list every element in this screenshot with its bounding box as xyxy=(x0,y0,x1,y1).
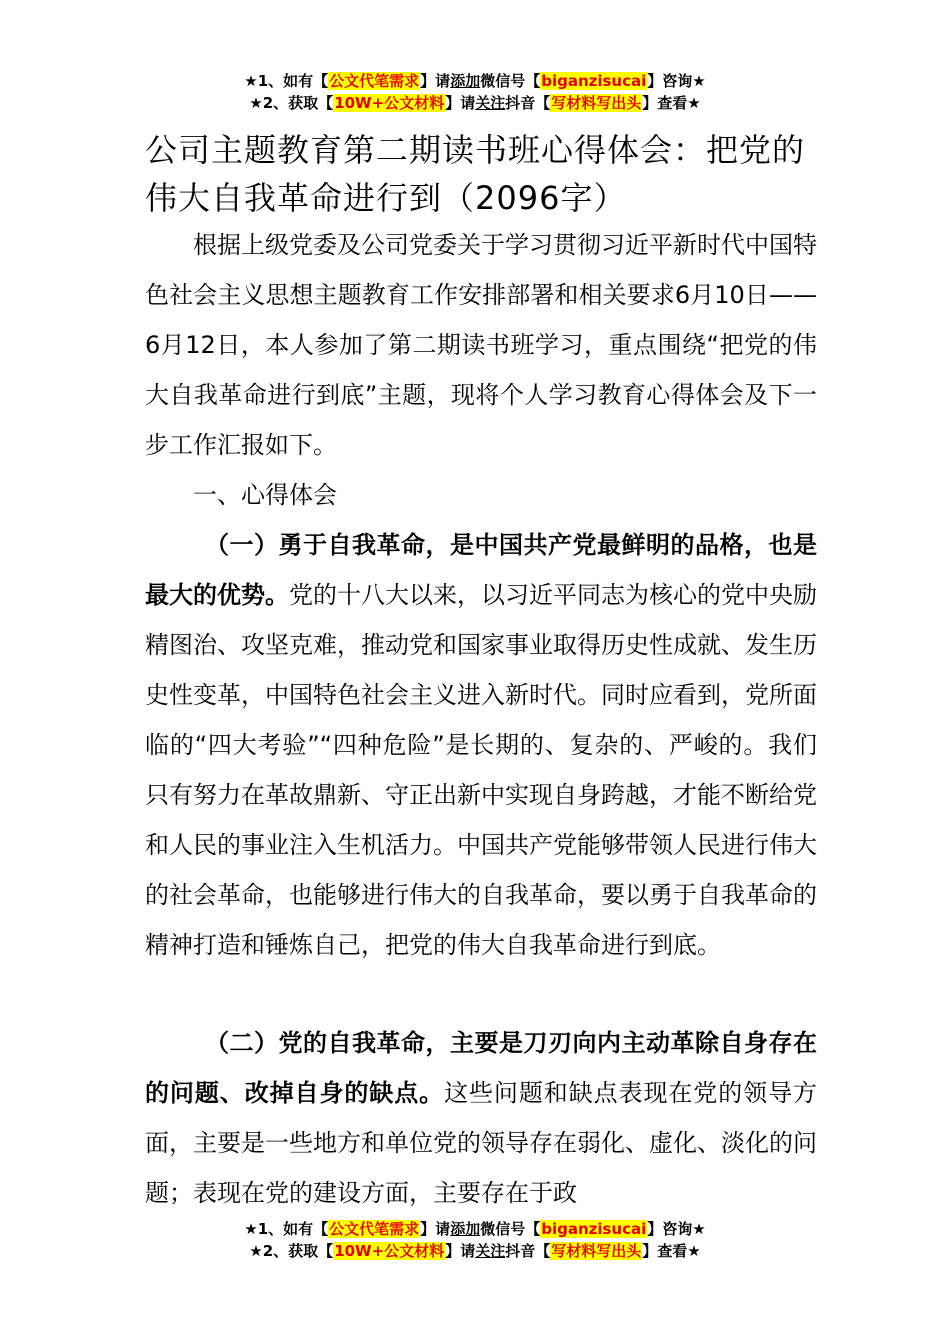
promo-text: 】查看★ xyxy=(642,1242,701,1260)
promo-highlight: 写材料写出头 xyxy=(551,94,642,112)
item-1-body: 党的十八大以来，以习近平同志为核心的党中央励精图治、攻坚克难，推动党和国家事业取得历史性成就、发生历史性变革，中国特色社会主义进入新时代。同时应看到，党所面临的“四大考验”“四种危险”是长期的、复杂的、严峻的。我们只有努力在革故鼎新、守正出新中实现自身跨越，才能不断给党和人民的事业注入生机活力。中国共产党能够带领人民进行伟大的社会革命，也能够进行伟大的自我革命，要以勇于自我革命的精神打造和锤炼自己，把党的伟大自我革命进行到底。 xyxy=(145,581,817,959)
promo-banner-top xyxy=(0,70,950,114)
section-heading: 一、心得体会 xyxy=(193,481,337,509)
paragraph-item-1 xyxy=(145,520,817,970)
promo-highlight: 写材料写出头 xyxy=(551,1242,642,1260)
promo-underline: 关注 xyxy=(475,1242,506,1260)
promo-text: 】咨询★ xyxy=(647,1220,706,1238)
item-1-heading: （一）勇于自我革命，是中国共产党最鲜明的品格，也是最大的优势。 xyxy=(145,531,817,609)
promo-highlight: 公文代笔需求 xyxy=(329,72,420,90)
promo-text: 抖音【 xyxy=(505,1242,551,1260)
promo-highlight: biganzisucai xyxy=(541,1220,647,1238)
promo-line-2 xyxy=(0,92,950,114)
promo-highlight: 10W+公文材料 xyxy=(334,1242,445,1260)
promo-line-2 xyxy=(0,1240,950,1262)
promo-text: ★1、如有【 xyxy=(244,1220,329,1238)
promo-text: 】请 xyxy=(420,72,451,90)
promo-text: 】请 xyxy=(445,1242,476,1260)
promo-text: 微信号【 xyxy=(480,1220,541,1238)
promo-underline: 添加 xyxy=(450,72,481,90)
promo-text: 】请 xyxy=(445,94,476,112)
document-title: 公司主题教育第二期读书班心得体会：把党的伟大自我革命进行到（2096字） xyxy=(145,131,806,217)
item-2-heading: （二）党的自我革命，主要是刀刃向内主动革除自身存在的问题、改掉自身的缺点。 xyxy=(145,1029,817,1107)
promo-text: 】查看★ xyxy=(642,94,701,112)
promo-line-1 xyxy=(0,1218,950,1240)
promo-line-1 xyxy=(0,70,950,92)
promo-highlight: 公文代笔需求 xyxy=(329,1220,420,1238)
promo-highlight: biganzisucai xyxy=(541,72,647,90)
promo-text: 】请 xyxy=(420,1220,451,1238)
promo-banner-bottom xyxy=(0,1218,950,1262)
promo-text: 】咨询★ xyxy=(647,72,706,90)
promo-text: 微信号【 xyxy=(480,72,541,90)
promo-text: ★1、如有【 xyxy=(244,72,329,90)
promo-highlight: 10W+公文材料 xyxy=(334,94,445,112)
intro-paragraph: 根据上级党委及公司党委关于学习贯彻习近平新时代中国特色社会主义思想主题教育工作安排部署和相关要求6月10日——6月12日，本人参加了第二期读书班学习，重点围绕“把党的伟大自我革命进行到底”主题，现将个人学习教育心得体会及下一步工作汇报如下。 xyxy=(145,231,817,459)
promo-underline: 关注 xyxy=(475,94,506,112)
promo-text: 抖音【 xyxy=(505,94,551,112)
promo-underline: 添加 xyxy=(450,1220,481,1238)
promo-text: ★2、获取【 xyxy=(249,1242,334,1260)
item-2-body: 这些问题和缺点表现在党的领导方面，主要是一些地方和单位党的领导存在弱化、虚化、淡化的问题；表现在党的建设方面，主要存在于政 xyxy=(145,1079,818,1207)
promo-text: ★2、获取【 xyxy=(249,94,334,112)
paragraph-item-2 xyxy=(145,1018,817,1218)
